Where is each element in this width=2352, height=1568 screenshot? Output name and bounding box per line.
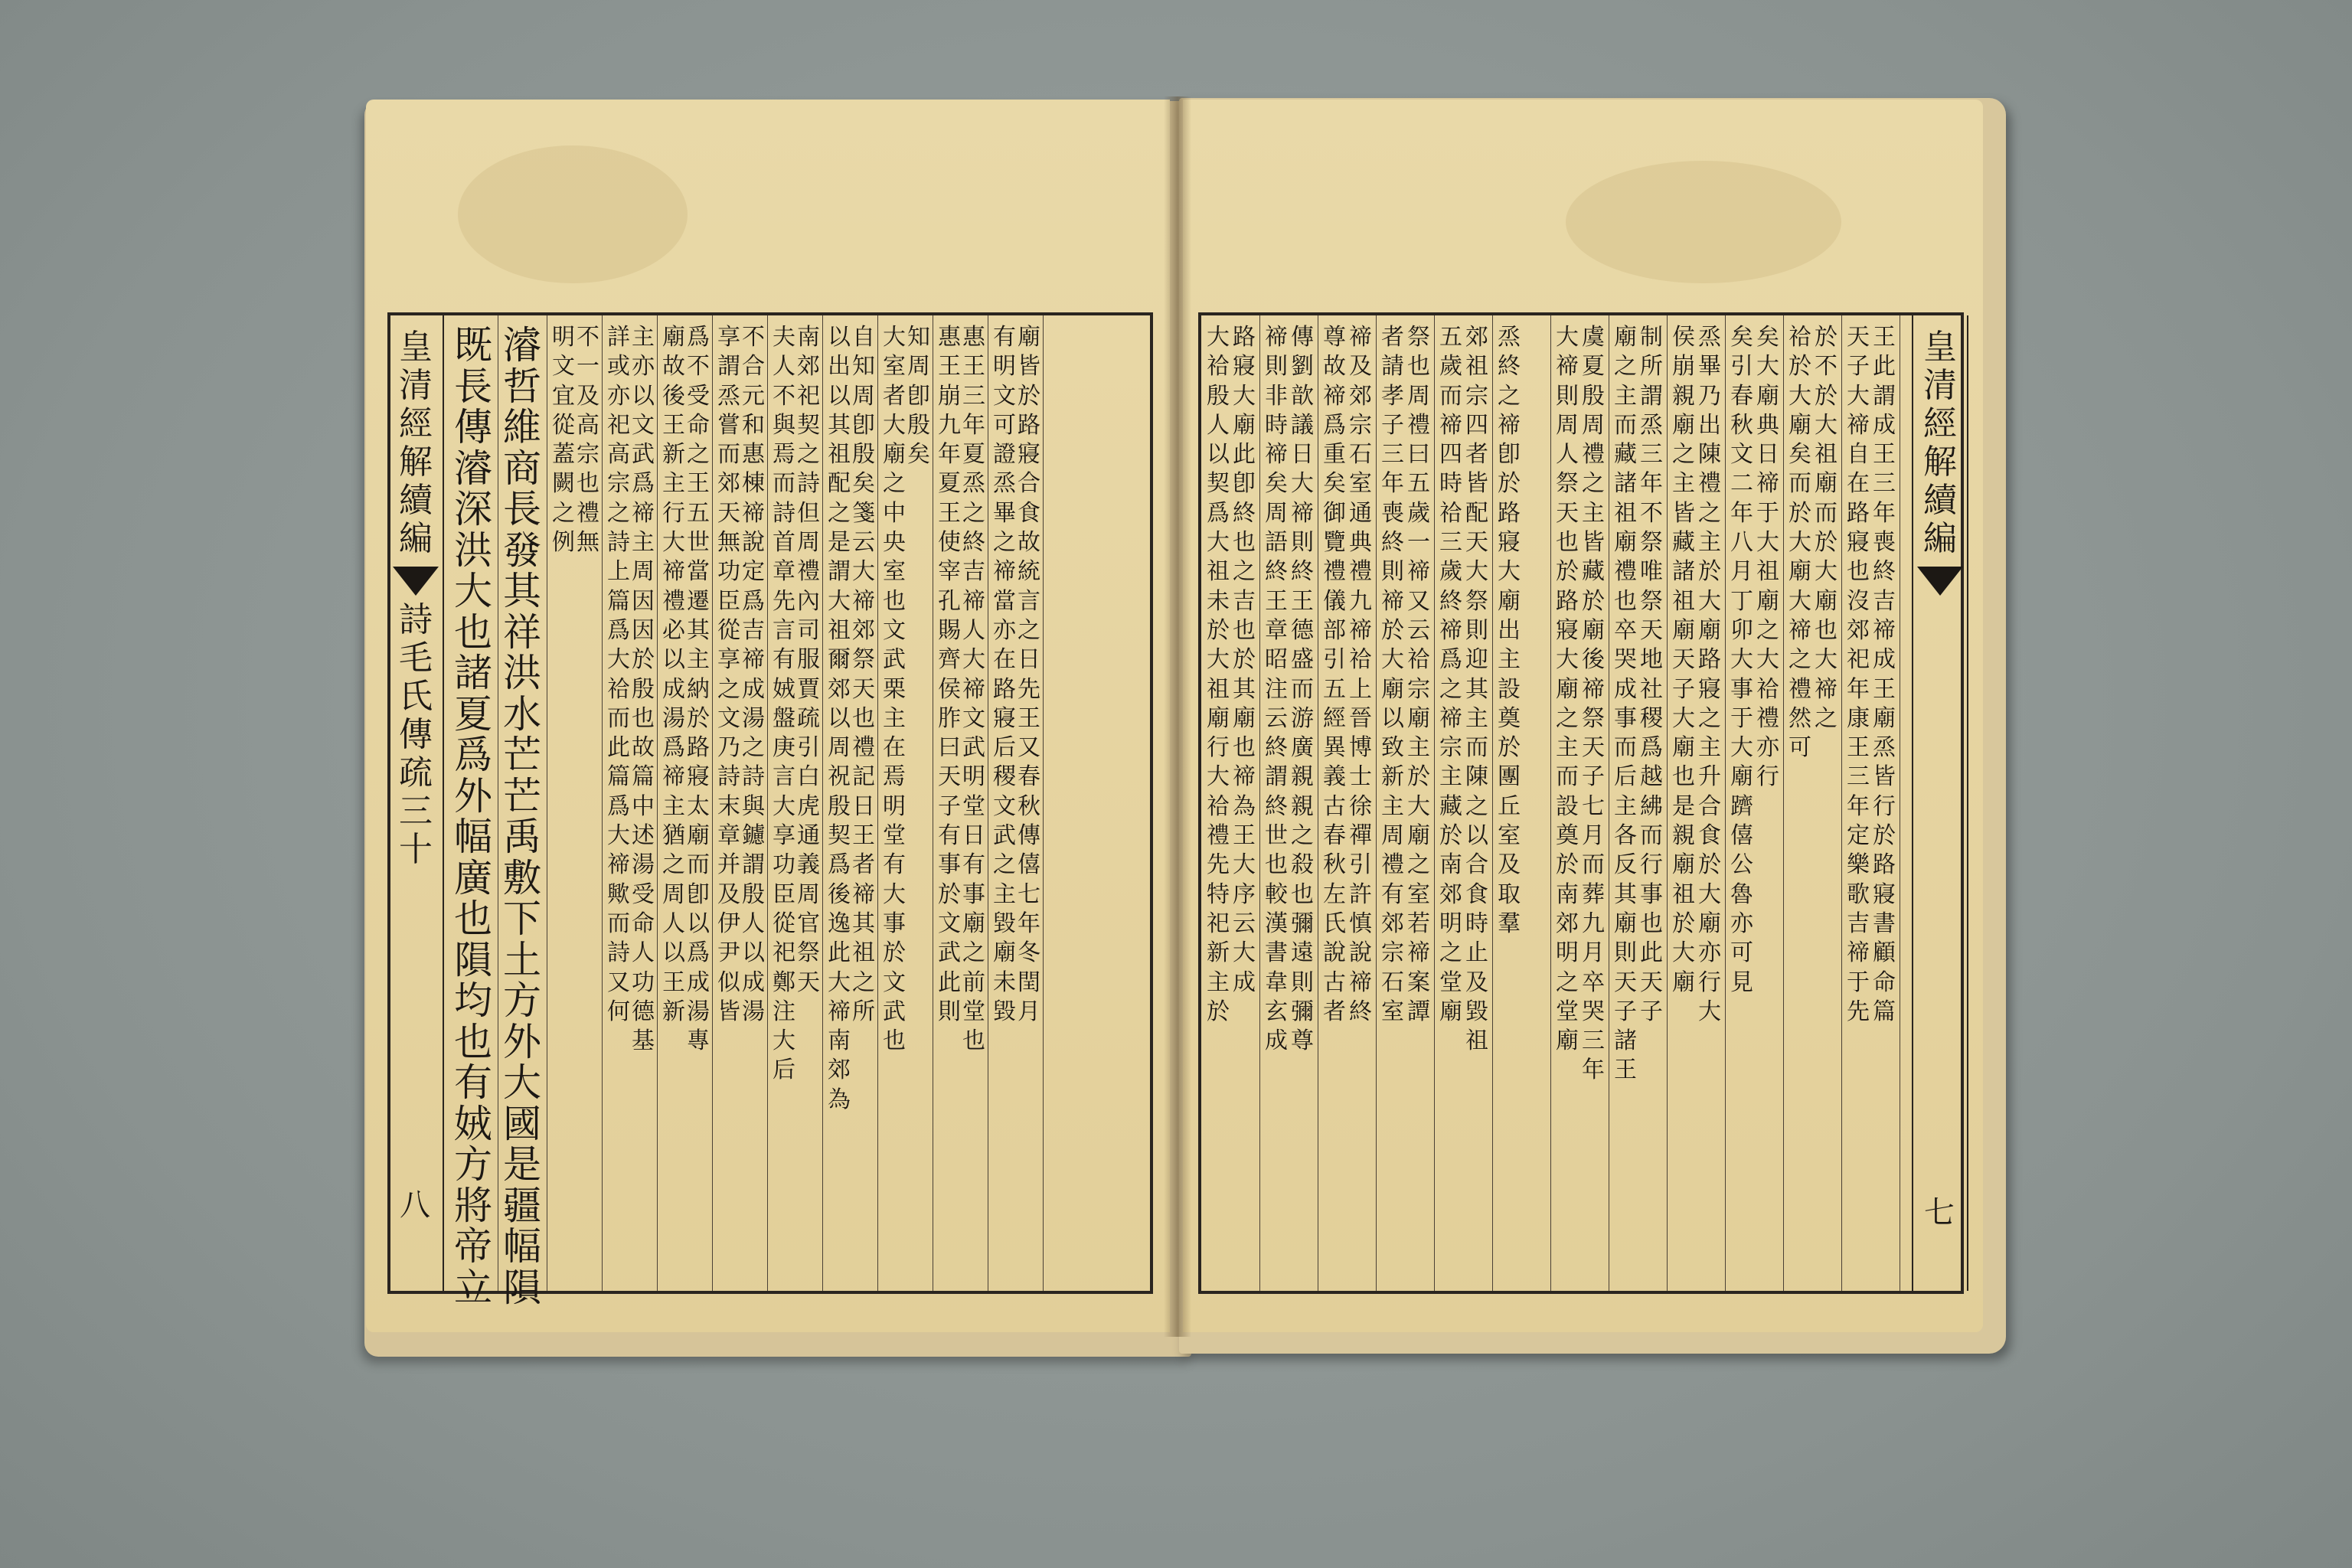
commentary-column: 王 此 謂 成 王 三 年 喪 終 吉 禘 成 王 廟 烝 皆 行 於 路 寢 書 顧 命 篇 [1873, 324, 1896, 1025]
commentary-column: 廟 故 後 王 新 主 行 大 禘 禮 必 以 成 湯 爲 禘 主 猶 之 周 人 以 王 新 [662, 324, 685, 1025]
commentary-column: 於 不 於 大 祖 廟 而 於 大 廟 也 大 禘 之 [1815, 324, 1838, 732]
column-rule [1841, 315, 1842, 1291]
commentary-column: 大 禘 則 周 人 祭 天 也 於 路 寢 大 廟 之 主 而 設 奠 於 南 郊 明 之 堂 廟 [1556, 324, 1579, 1055]
commentary-column: 南 郊 祀 契 之 詩 但 周 禮 內 司 服 賈 疏 引 白 虎 通 義 周 官 祭 天 [797, 324, 820, 996]
commentary-column: 烝 終 之 禘 卽 於 路 寢 大 廟 出 主 設 奠 於 團 丘 室 及 取 羣 [1498, 324, 1521, 937]
commentary-column: 廟 皆 於 路 寢 合 食 故 統 言 之 日 先 王 又 春 秋 傳 僖 七 年 冬 閏 月 [1018, 324, 1040, 1025]
commentary-column: 制 所 謂 烝 三 年 不 祭 唯 祭 天 地 社 稷 爲 越 紼 而 行 事 也 此 天 子 [1640, 324, 1663, 1025]
left-text-frame [387, 312, 1153, 1310]
center-title [389, 328, 443, 871]
center-title [1913, 328, 1967, 603]
center-column [387, 315, 444, 1291]
column-rule [1783, 315, 1784, 1291]
book-gutter [1164, 96, 1191, 1337]
commentary-column: 享 謂 烝 嘗 而 郊 天 無 功 臣 從 享 之 文 乃 詩 末 章 并 及 伊 尹 似 皆 [717, 324, 740, 1025]
column-rule [822, 315, 823, 1291]
column-rule [1376, 315, 1377, 1291]
left-page [366, 100, 1170, 1332]
commentary-column: 大 室 者 大 廟 之 中 央 室 也 文 武 栗 主 在 焉 明 堂 有 大 事 於 文 武 也 [883, 324, 906, 1055]
commentary-column: 夫 人 不 與 焉 而 詩 首 章 先 言 有 娀 盤 庚 言 大 享 功 臣 從 祀 鄭 注 大 后 [773, 324, 795, 1084]
column-rule [712, 315, 713, 1291]
column-rule [877, 315, 878, 1291]
right-page [1183, 100, 1983, 1332]
main-text-column: 濬 哲 維 商 長 發 其 祥 洪 水 芒 芒 禹 敷 下 土 方 外 大 國 是 疆 幅 隕 [503, 323, 541, 1310]
commentary-column: 大 祫 殷 人 以 契 爲 大 祖 未 於 大 祖 廟 行 大 祫 禮 先 特 祀 新 主 於 [1207, 324, 1230, 1025]
commentary-column: 尊 故 禘 爲 重 矣 御 覽 禮 儀 部 引 五 經 異 義 古 春 秋 左 氏 說 古 者 [1323, 324, 1346, 1025]
column-rule [657, 315, 658, 1291]
commentary-column: 郊 祖 宗 四 者 皆 配 天 大 祭 則 迎 其 主 而 陳 之 以 合 食 時 止 及 毀 祖 [1465, 324, 1488, 1055]
commentary-column: 傳 劉 歆 議 日 大 禘 則 終 王 德 盛 而 游 廣 親 親 之 殺 也 彌 遠 則 彌 尊 [1291, 324, 1314, 1055]
commentary-column: 自 知 周 卽 殷 矣 箋 云 大 禘 郊 祭 天 也 禮 記 日 王 者 禘 其 祖 之 所 [852, 324, 875, 1025]
commentary-column: 矣 引 春 秋 文 二 年 八 月 丁 卯 大 事 于 大 廟 躋 僖 公 魯 亦 可 見 [1730, 324, 1753, 996]
center-subtitle-text: 詩 毛 氏 傳 疏 三 十 [399, 600, 433, 869]
fishtail-mark [393, 567, 439, 596]
commentary-column: 矣 大 廟 典 日 禘 于 大 祖 廟 之 大 祫 禮 亦 行 [1756, 324, 1779, 791]
column-rule [1492, 315, 1493, 1291]
commentary-column: 五 歲 而 禘 四 時 祫 三 歲 終 禘 爲 之 禘 宗 主 藏 於 南 郊 明 之 堂 廟 [1439, 324, 1462, 1025]
column-rule [767, 315, 768, 1291]
paper-stain [1566, 161, 1841, 283]
center-title-text: 皇 清 經 解 續 編 [1923, 328, 1957, 558]
paper-stain [458, 145, 688, 283]
commentary-column: 以 出 以 其 祖 配 之 是 謂 大 祖 爾 郊 以 周 祝 殷 契 爲 後 逸 此 大 禘 南 郊 為 [828, 324, 851, 1113]
column-rule [1667, 315, 1668, 1291]
commentary-column: 侯 崩 親 廟 之 主 皆 藏 諸 祖 廟 天 子 大 廟 也 是 親 廟 祖 於 大 廟 [1672, 324, 1695, 996]
column-rule [1434, 315, 1435, 1291]
main-text-column: 既 長 傳 濬 深 洪 大 也 諸 夏 爲 外 幅 廣 也 隕 均 也 有 娀 方 將 帝 立 [454, 323, 492, 1310]
commentary-column: 有 明 文 可 證 烝 畢 之 禘 當 亦 在 路 寢 后 稷 文 武 之 主 毀 廟 未 毀 [993, 324, 1016, 1025]
commentary-column: 惠 王 三 年 夏 烝 之 終 吉 禘 人 大 禘 文 武 明 堂 日 有 事 廟 之 前 堂 也 [962, 324, 985, 1055]
commentary-column: 廟 之 主 而 藏 諸 祖 廟 禮 也 卒 哭 成 事 而 后 主 各 反 其 廟 則 天 子 諸 王 [1614, 324, 1637, 1084]
center-title-text: 皇 清 經 解 續 編 [399, 328, 433, 558]
commentary-column: 不 一 及 高 宗 也 禮 無 [577, 324, 599, 557]
commentary-column: 知 周 卽 殷 矣 [907, 324, 930, 469]
right-text-frame [1198, 312, 1964, 1294]
commentary-column: 路 寢 大 廟 此 卽 終 也 之 吉 也 於 其 廟 也 禘 為 王 大 序 云 大 成 [1233, 324, 1256, 996]
commentary-column: 天 子 大 禘 自 在 路 寢 也 沒 郊 祀 年 康 王 三 年 定 樂 歌 吉 禘 于 先 [1847, 324, 1870, 1025]
commentary-column: 祫 於 大 廟 矣 而 於 大 廟 大 禘 之 禮 然 可 [1788, 324, 1811, 762]
column-rule [602, 315, 603, 1291]
page-number: 七 [1924, 1195, 1955, 1230]
commentary-column: 禘 及 郊 宗 石 室 通 典 禮 九 禘 祫 上 晉 博 士 徐 禪 引 許 慎 說 禘 終 [1349, 324, 1372, 1025]
fishtail-mark [1917, 567, 1963, 596]
center-column [1912, 315, 1968, 1291]
commentary-column: 禘 則 非 時 禘 矣 周 語 終 王 章 昭 注 云 終 謂 終 世 也 較 漢 書 韋 玄 成 [1265, 324, 1288, 1055]
commentary-column: 不 合 元 和 惠 棟 禘 說 定 爲 吉 禘 成 湯 之 詩 與 鑢 謂 殷 人 以 成 湯 [742, 324, 765, 1025]
page-number: 八 [400, 1187, 430, 1223]
commentary-column: 者 請 孝 子 三 年 喪 終 則 禘 於 大 廟 以 致 新 主 周 禮 有 郊 宗 石 室 [1381, 324, 1404, 1025]
commentary-column: 主 亦 以 文 武 爲 禘 主 周 因 因 於 殷 也 故 篇 中 述 湯 受 命 人 功 德 基 [632, 324, 655, 1055]
commentary-column: 虞 夏 殷 周 禮 之 主 皆 藏 於 廟 後 禘 祭 天 子 七 月 而 葬 九 月 卒 哭 三 年 [1582, 324, 1605, 1084]
commentary-column: 明 文 宜 從 蓋 闕 之 例 [552, 324, 575, 557]
commentary-column: 惠 王 崩 九 年 夏 王 使 宰 孔 賜 齊 侯 胙 曰 天 子 有 事 於 文 武 此 則 [938, 324, 961, 1025]
commentary-column: 爲 不 受 命 之 王 五 世 當 遷 其 主 納 於 路 寢 太 廟 而 卽 以 爲 成 湯 專 [687, 324, 710, 1055]
column-rule [1725, 315, 1726, 1291]
column-rule [1043, 315, 1044, 1291]
column-rule [1550, 315, 1551, 1291]
column-rule [1259, 315, 1260, 1291]
commentary-column: 詳 或 亦 祀 高 宗 之 詩 上 篇 爲 大 祫 而 此 篇 爲 大 禘 歟 而 詩 又 何 [607, 324, 630, 1025]
commentary-column: 烝 畢 乃 出 陳 禮 之 主 於 大 廟 路 寢 之 主 升 合 食 於 大 廟 亦 行 大 [1698, 324, 1721, 1025]
commentary-column: 祭 也 周 禮 曰 五 歲 一 禘 又 云 祫 宗 廟 主 於 大 廟 之 室 若 禘 案 譚 [1407, 324, 1430, 1025]
